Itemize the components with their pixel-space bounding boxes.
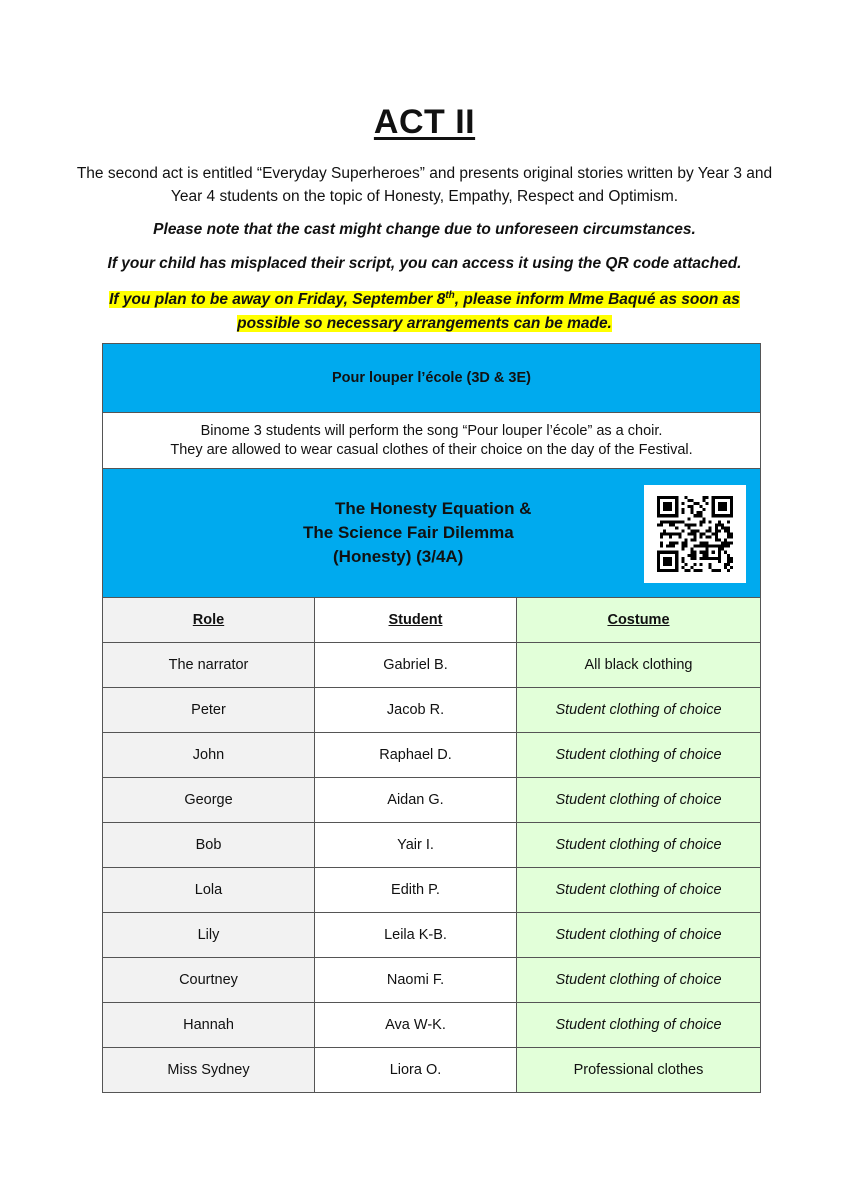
table-row (103, 778, 761, 823)
song-description (103, 413, 761, 469)
role-cell: Courtney (103, 958, 315, 1003)
costume-cell: Student clothing of choice (517, 913, 761, 958)
student-cell: Naomi F. (315, 958, 517, 1003)
play-header-cell (103, 469, 761, 598)
role-cell: Bob (103, 823, 315, 868)
student-cell: Yair I. (315, 823, 517, 868)
table-row (103, 823, 761, 868)
play-title-line-1: The Honesty Equation & (335, 499, 532, 518)
costume-cell: Professional clothes (517, 1048, 761, 1093)
costume-cell: Student clothing of choice (517, 868, 761, 913)
role-cell: Hannah (103, 1003, 315, 1048)
table-row (103, 1003, 761, 1048)
play-title (303, 497, 563, 569)
song-header-row (103, 344, 761, 413)
role-cell: Lola (103, 868, 315, 913)
role-cell: John (103, 733, 315, 778)
role-cell: The narrator (103, 643, 315, 688)
costume-cell: Student clothing of choice (517, 688, 761, 733)
costume-cell: Student clothing of choice (517, 778, 761, 823)
costume-cell: Student clothing of choice (517, 823, 761, 868)
table-row (103, 958, 761, 1003)
student-cell: Ava W-K. (315, 1003, 517, 1048)
student-cell: Edith P. (315, 868, 517, 913)
song-description-line-2: They are allowed to wear casual clothes of their choice on the day of the Festival. (170, 441, 693, 458)
absence-notice-text-end: , please inform Mme Baqué as soon as possible so necessary arrangements can be made. (237, 291, 740, 332)
qr-code-note: If your child has misplaced their script, you can access it using the QR code attached. (107, 255, 742, 272)
cast-change-note: Please note that the cast might change due to unforeseen circumstances. (153, 221, 696, 238)
qr-code[interactable] (644, 485, 746, 583)
play-title-line-2: The Science Fair Dilemma (303, 523, 514, 542)
student-cell: Leila K-B. (315, 913, 517, 958)
cast-table (102, 343, 761, 1093)
song-info-row (103, 413, 761, 469)
absence-notice-highlight (109, 291, 740, 332)
table-row (103, 733, 761, 778)
student-cell: Aidan G. (315, 778, 517, 823)
song-description-line-1: Binome 3 students will perform the song “Pour louper l’école” as a choir. (200, 422, 663, 439)
role-cell: Miss Sydney (103, 1048, 315, 1093)
header-student: Student (315, 598, 517, 643)
student-cell: Raphael D. (315, 733, 517, 778)
qr-code-icon (655, 496, 735, 572)
header-costume: Costume (517, 598, 761, 643)
role-cell: Lily (103, 913, 315, 958)
absence-notice (100, 288, 749, 336)
costume-cell: Student clothing of choice (517, 1003, 761, 1048)
table-row (103, 688, 761, 733)
costume-cell: Student clothing of choice (517, 733, 761, 778)
intro-paragraph: The second act is entitled “Everyday Superheroes” and presents original stories written by Year 3 and Year 4 students on the topic of Honesty, Empathy, Respect and Optimism. (76, 165, 773, 205)
student-cell: Gabriel B. (315, 643, 517, 688)
header-role: Role (103, 598, 315, 643)
table-row (103, 868, 761, 913)
page-title: ACT II (373, 103, 476, 141)
table-row (103, 643, 761, 688)
play-header-row (103, 469, 761, 598)
costume-cell: Student clothing of choice (517, 958, 761, 1003)
absence-notice-superscript: th (445, 289, 455, 301)
table-row (103, 1048, 761, 1093)
student-cell: Jacob R. (315, 688, 517, 733)
role-cell: George (103, 778, 315, 823)
song-title: Pour louper l’école (3D & 3E) (103, 344, 761, 413)
costume-cell: All black clothing (517, 643, 761, 688)
play-title-line-3: (Honesty) (3/4A) (333, 547, 464, 566)
table-row (103, 913, 761, 958)
absence-notice-text-start: If you plan to be away on Friday, September 8 (109, 291, 446, 308)
role-cell: Peter (103, 688, 315, 733)
table-header-row (103, 598, 761, 643)
student-cell: Liora O. (315, 1048, 517, 1093)
